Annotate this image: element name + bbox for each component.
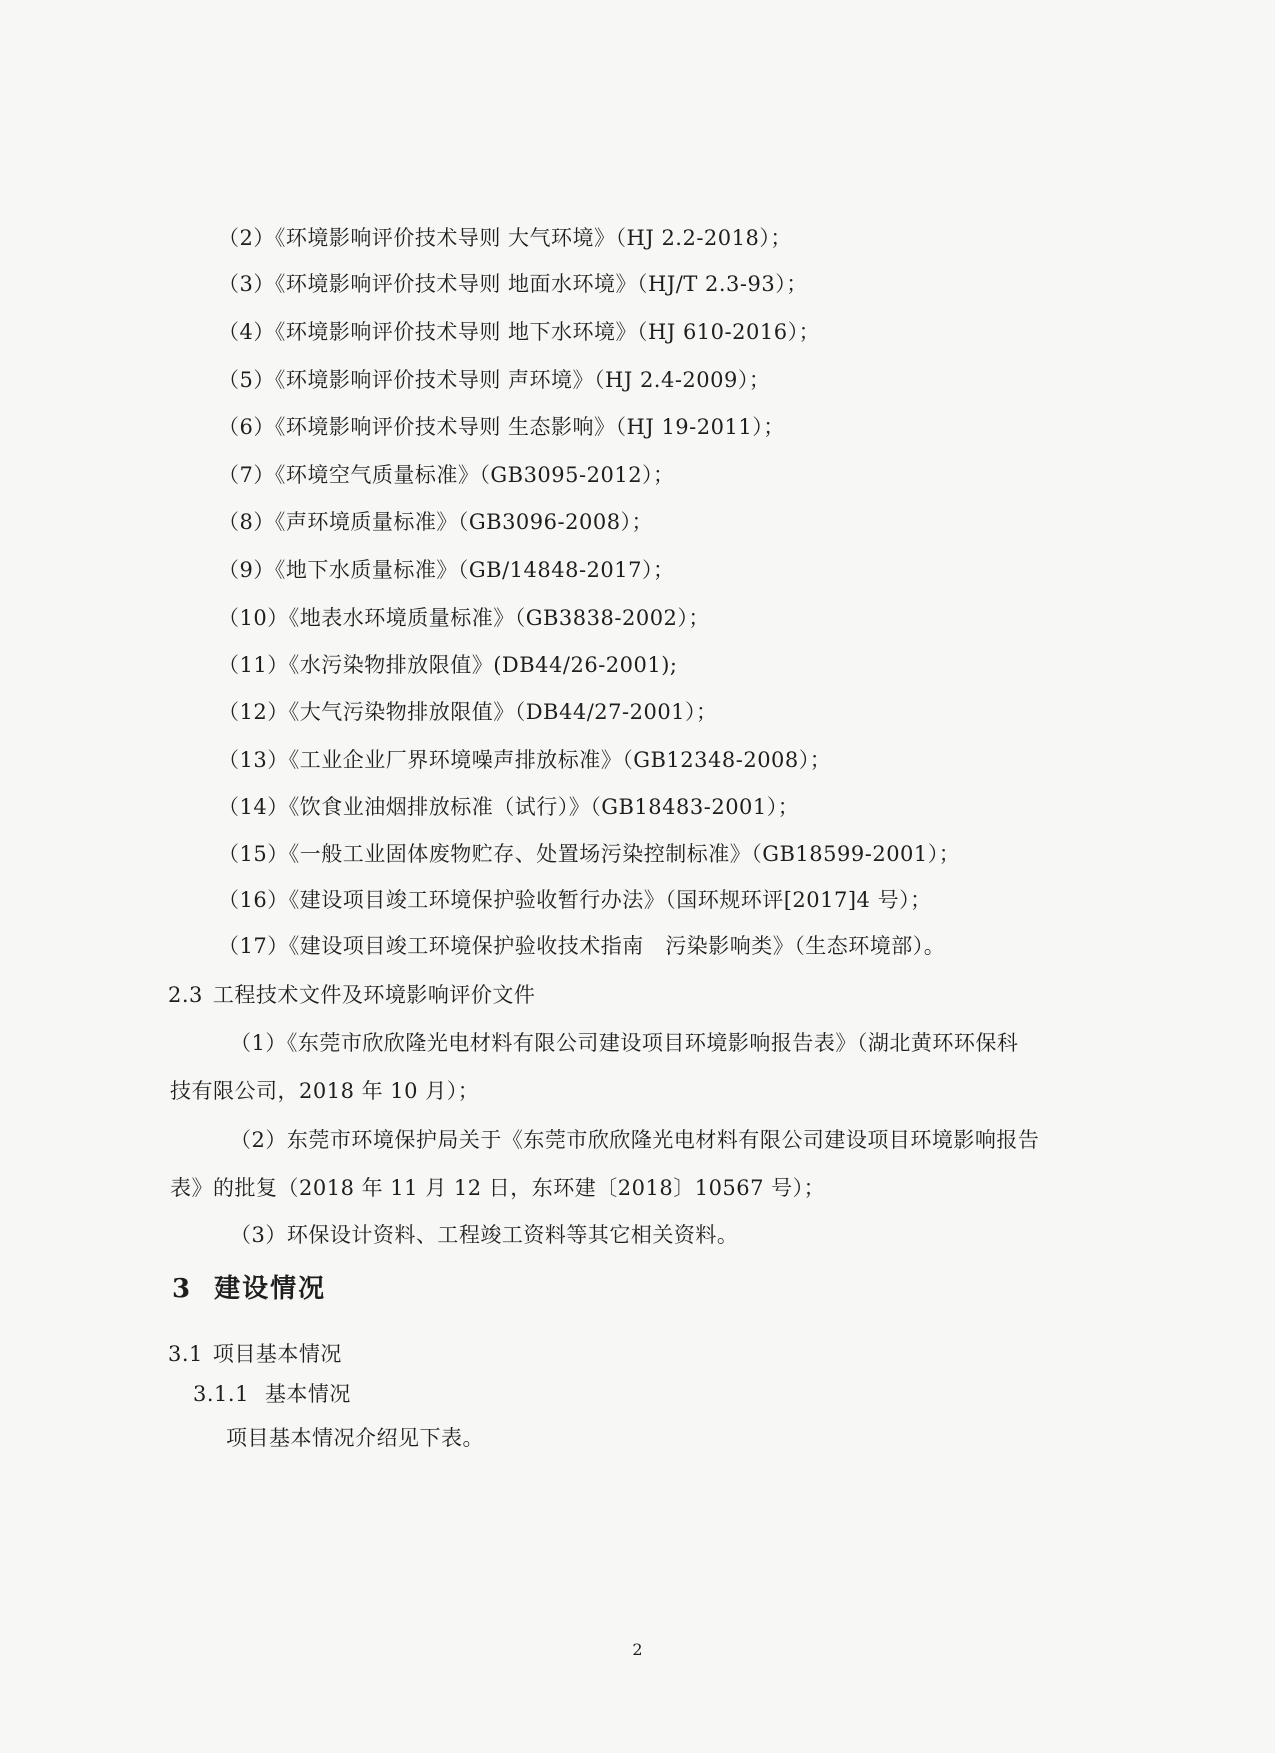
reference-item: （9）《地下水质量标准》（GB/14848-2017）； [218, 558, 675, 582]
section-number: 3 [172, 1274, 193, 1304]
paragraph-line: 表》的批复（2018 年 11 月 12 日，东环建〔2018〕10567 号）； [170, 1176, 826, 1200]
reference-item: （15）《一般工业固体废物贮存、处置场污染控制标准》（GB18599-2001）； [218, 842, 961, 866]
section-title: 基本情况 [264, 1382, 351, 1406]
reference-item: （17）《建设项目竣工环境保护验收技术指南 污染影响类》（生态环境部）。 [218, 934, 946, 958]
reference-item: （7）《环境空气质量标准》（GB3095-2012）； [218, 463, 675, 487]
page-number: 2 [632, 1640, 643, 1659]
reference-item: （10）《地表水环境质量标准》（GB3838-2002）； [218, 606, 710, 630]
reference-item: （12）《大气污染物排放限值》（DB44/27-2001）； [218, 700, 718, 724]
section-3-heading [172, 1275, 326, 1303]
section-title: 项目基本情况 [212, 1342, 342, 1366]
section-3-1-1-heading [193, 1380, 351, 1408]
reference-item: （5）《环境影响评价技术导则 声环境》（HJ 2.4-2009）； [218, 368, 771, 392]
paragraph-line: （3）环保设计资料、工程竣工资料等其它相关资料。 [230, 1223, 739, 1247]
section-title: 工程技术文件及环境影响评价文件 [212, 983, 536, 1007]
section-3-1-heading [168, 1340, 342, 1368]
section-2-3-heading [168, 981, 535, 1009]
section-number: 3.1.1 [193, 1382, 249, 1406]
reference-item: （6）《环境影响评价技术导则 生态影响》（HJ 19-2011）； [218, 415, 785, 439]
reference-item: （2）《环境影响评价技术导则 大气环境》（HJ 2.2-2018）； [218, 226, 792, 250]
reference-item: （4）《环境影响评价技术导则 地下水环境》（HJ 610-2016）； [218, 320, 821, 344]
reference-item: （13）《工业企业厂界环境噪声排放标准》（GB12348-2008）； [218, 748, 832, 772]
reference-item: （8）《声环境质量标准》（GB3096-2008）； [218, 510, 654, 534]
reference-item: （3）《环境影响评价技术导则 地面水环境》（HJ/T 2.3-93）； [218, 272, 808, 296]
reference-item: （14）《饮食业油烟排放标准（试行）》（GB18483-2001）； [218, 795, 800, 819]
section-number: 3.1 [168, 1342, 203, 1366]
paragraph-line: （1）《东莞市欣欣隆光电材料有限公司建设项目环境影响报告表》（湖北黄环环保科 [230, 1031, 1019, 1055]
section-title: 建设情况 [214, 1274, 327, 1304]
section-number: 2.3 [168, 983, 203, 1007]
reference-item: （11）《水污染物排放限值》(DB44/26-2001); [218, 653, 678, 677]
paragraph-line: （2）东莞市环境保护局关于《东莞市欣欣隆光电材料有限公司建设项目环境影响报告 [230, 1128, 1040, 1152]
intro-text: 项目基本情况介绍见下表。 [226, 1426, 484, 1450]
reference-item: （16）《建设项目竣工环境保护验收暂行办法》（国环规环评[2017]4 号）； [218, 888, 932, 912]
paragraph-line: 技有限公司，2018 年 10 月）； [170, 1079, 480, 1103]
